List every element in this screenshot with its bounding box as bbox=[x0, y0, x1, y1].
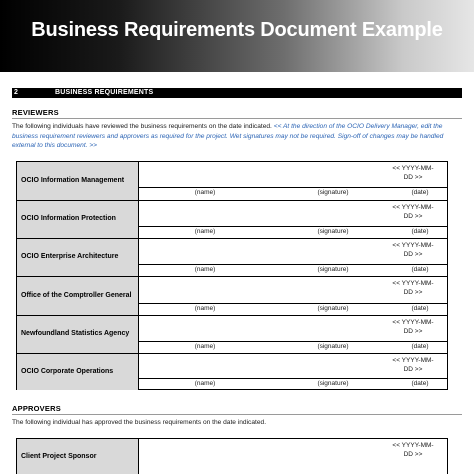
signature-label: (signature) bbox=[317, 380, 349, 387]
date-label: (date) bbox=[411, 380, 429, 387]
reviewers-intro-text: The following individuals have reviewed the business requirements on the date indicated. bbox=[12, 123, 274, 130]
approver-org: Client Project Sponsor bbox=[17, 439, 139, 474]
signature-label: (signature) bbox=[317, 343, 349, 350]
date-placeholder: << YYYY-MM- DD >> bbox=[392, 442, 434, 458]
date-placeholder: << YYYY-MM- DD >> bbox=[392, 242, 434, 258]
table-row bbox=[17, 353, 447, 390]
date-placeholder: << YYYY-MM- DD >> bbox=[392, 319, 434, 335]
date-placeholder: << YYYY-MM- DD >> bbox=[392, 357, 434, 373]
section-number: 2 bbox=[14, 89, 18, 96]
date-label: (date) bbox=[411, 189, 429, 196]
reviewer-org: OCIO Information Protection bbox=[17, 201, 139, 238]
date-label: (date) bbox=[411, 305, 429, 312]
table-row bbox=[17, 200, 447, 238]
table-row bbox=[17, 238, 447, 276]
signature-line bbox=[139, 226, 447, 227]
signature-line bbox=[139, 341, 447, 342]
name-label: (name) bbox=[194, 380, 216, 387]
approvers-heading: APPROVERS bbox=[12, 404, 61, 413]
approvers-intro: The following individual has approved the business requirements on the date indicated. bbox=[12, 419, 267, 426]
reviewers-note: << At the direction of the OCIO Delivery Manager, edit the business requirement reviewers and approvers as required for the project. Wet signatures may not be required. Sign-off of changes may be handled external to this document. >> bbox=[12, 123, 444, 149]
signature-label: (signature) bbox=[317, 189, 349, 196]
reviewer-org: OCIO Information Management bbox=[17, 162, 139, 200]
reviewers-heading: REVIEWERS bbox=[12, 108, 59, 117]
table-row bbox=[17, 315, 447, 353]
signature-label: (signature) bbox=[317, 228, 349, 235]
approvers-table bbox=[16, 438, 448, 474]
table-row bbox=[17, 162, 447, 200]
name-label: (name) bbox=[194, 189, 216, 196]
name-label: (name) bbox=[194, 228, 216, 235]
table-row bbox=[17, 439, 447, 474]
banner-title: Business Requirements Document Example bbox=[31, 19, 443, 41]
signature-label: (signature) bbox=[317, 266, 349, 273]
signature-line bbox=[139, 378, 447, 379]
reviewers-heading-rule bbox=[12, 118, 462, 119]
date-label: (date) bbox=[411, 228, 429, 235]
signature-label: (signature) bbox=[317, 305, 349, 312]
title-banner bbox=[0, 0, 474, 72]
name-label: (name) bbox=[194, 266, 216, 273]
name-label: (name) bbox=[194, 305, 216, 312]
section-title: BUSINESS REQUIREMENTS bbox=[55, 89, 154, 96]
signature-line bbox=[139, 187, 447, 188]
reviewers-table bbox=[16, 161, 448, 390]
date-placeholder: << YYYY-MM- DD >> bbox=[392, 280, 434, 296]
reviewers-intro bbox=[12, 122, 464, 151]
table-row bbox=[17, 276, 447, 315]
reviewer-org: OCIO Enterprise Architecture bbox=[17, 239, 139, 276]
name-label: (name) bbox=[194, 343, 216, 350]
signature-line bbox=[139, 303, 447, 304]
date-label: (date) bbox=[411, 343, 429, 350]
section-header-bar bbox=[12, 88, 462, 98]
reviewer-org: OCIO Corporate Operations bbox=[17, 354, 139, 390]
signature-line bbox=[139, 264, 447, 265]
date-placeholder: << YYYY-MM- DD >> bbox=[392, 204, 434, 220]
date-label: (date) bbox=[411, 266, 429, 273]
reviewer-org: Newfoundland Statistics Agency bbox=[17, 316, 139, 353]
date-placeholder: << YYYY-MM- DD >> bbox=[392, 165, 434, 181]
reviewer-org: Office of the Comptroller General bbox=[17, 277, 139, 315]
approvers-heading-rule bbox=[12, 414, 462, 415]
